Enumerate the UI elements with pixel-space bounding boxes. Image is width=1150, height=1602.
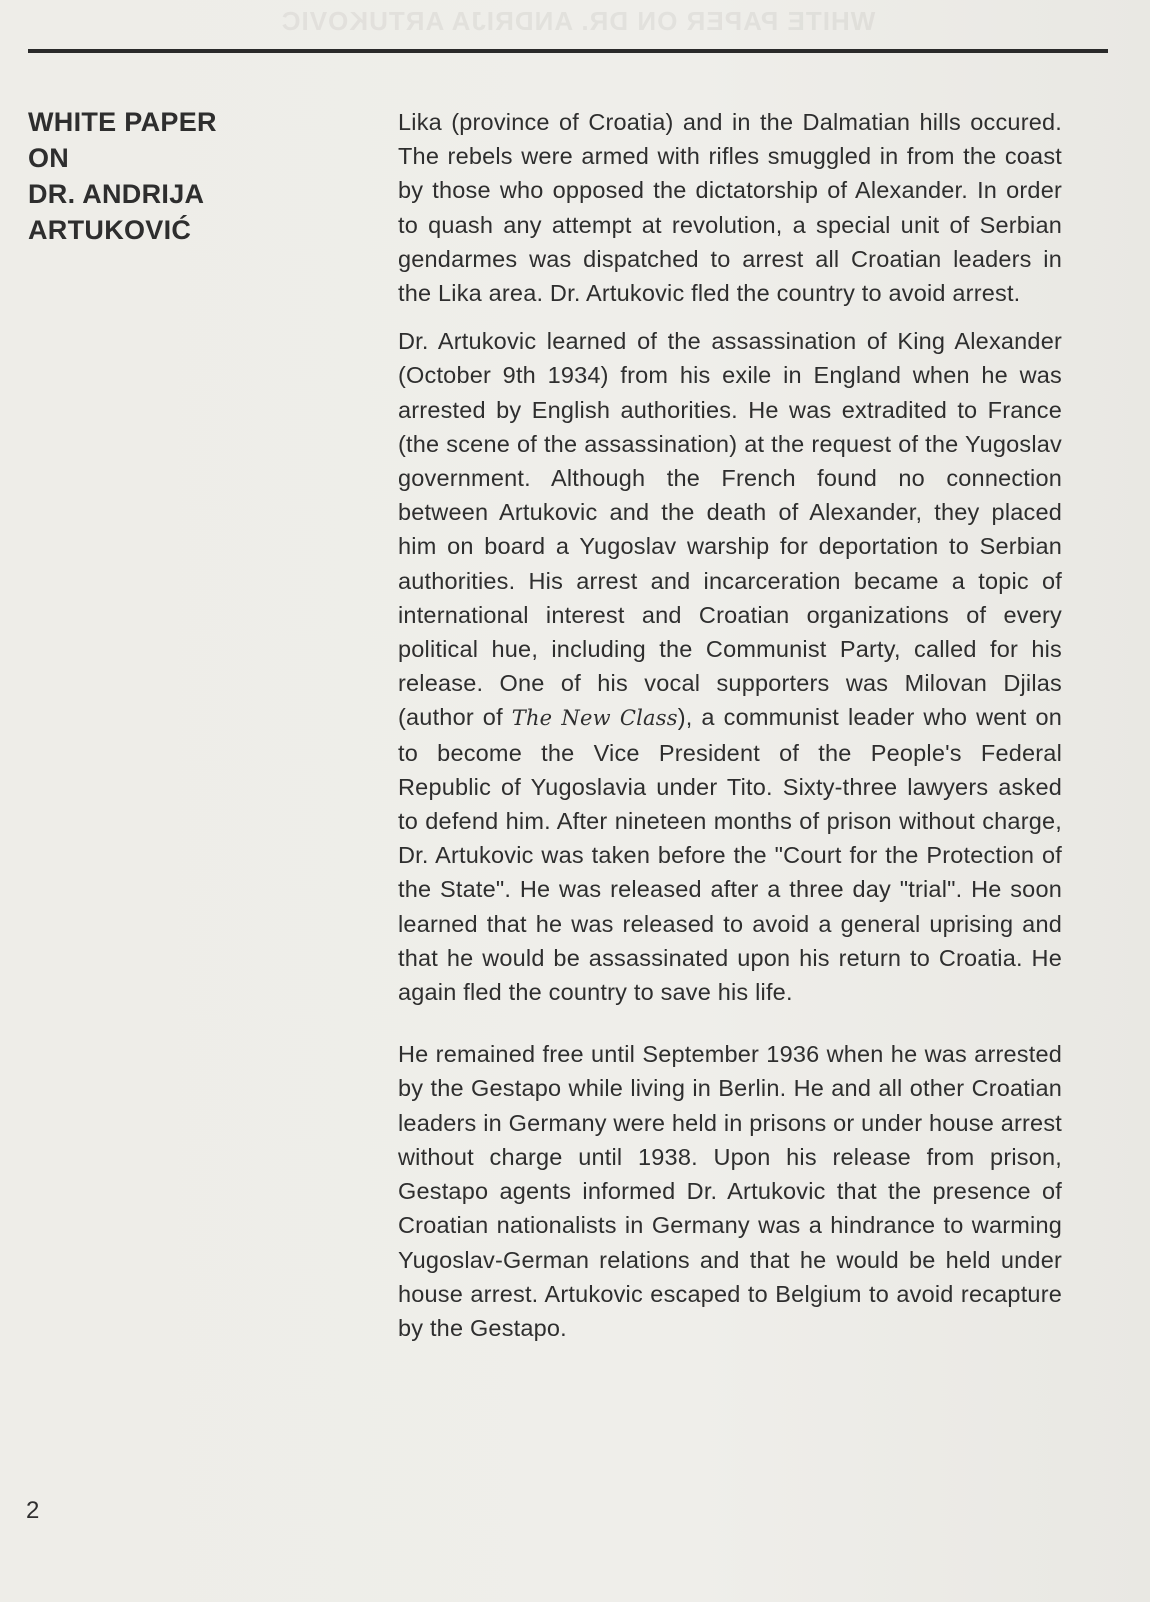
paragraph-gestapo-arrest: He remained free until September 1936 when he was arrested by the Gestapo while living in Berlin. He and all other Croatian leaders in Germany were held in prisons or under house arrest without charge until 1938. Upon his release from prison, Gestapo agents informed Dr. Artukovic that the presence of Croatian nationalists in Germany was a hindrance to warming Yugoslav-German relations and that he would be held under house arrest. Artukovic escaped to Belgium to avoid recapture by the Gestapo. bbox=[398, 1041, 1063, 1341]
paragraph-text: ), a communist leader who went on to become the Vice President of the People's Federal Republic of Yugoslavia under Tito. Sixty-three lawyers asked to defend him. After nineteen months of prison without charge, Dr. Artukovic was taken before the "Court for the Protection of the State". He was released after a three day "trial". He soon learned that he was released to avoid a general uprising and that he would be assassinated upon his return to Croatia. He again fled the country to save his life. bbox=[398, 704, 1062, 1006]
side-title-line: ARTUKOVIĆ bbox=[28, 215, 192, 245]
side-title-line: DR. ANDRIJA bbox=[28, 179, 205, 209]
book-title: The New Class bbox=[511, 706, 678, 731]
bleed-through-running-title: WHITE PAPER ON DR. ANDRIJA ARTUKOVIC bbox=[280, 6, 876, 36]
side-title-line: WHITE PAPER bbox=[28, 107, 217, 137]
header-rule bbox=[28, 49, 1108, 53]
paragraph-assassination-arrest bbox=[398, 324, 1062, 1009]
side-title bbox=[28, 104, 258, 248]
body-column bbox=[398, 105, 1062, 1359]
paragraph-text: Dr. Artukovic learned of the assassination of King Alexander (October 9th 1934) from his exile in England when he was arrested by English authorities. He was extradited to France (the scene of the assassination) at the request of the Yugoslav government. Although the French found no connection between Artukovic and the death of Alexander, they placed him on board a Yugoslav warship for deportation to Serbian authorities. His arrest and incarceration became a topic of international interest and Croatian organizations of every political hue, including the Communist Party, called for his release. One of his vocal supporters was Milovan Djilas (author of bbox=[398, 328, 1062, 731]
side-title-line: ON bbox=[28, 143, 70, 173]
page-number: 2 bbox=[26, 1497, 40, 1524]
paragraph-lika-rebellion: Lika (province of Croatia) and in the Dalmatian hills occured. The rebels were armed with rifles smuggled in from the coast by those who opposed the dictatorship of Alexander. In order to quash any attempt at revolution, a special unit of Serbian gendarmes was dispatched to arrest all Croatian leaders in the Lika area. Dr. Artukovic fled the country to avoid arrest. bbox=[398, 109, 1062, 307]
